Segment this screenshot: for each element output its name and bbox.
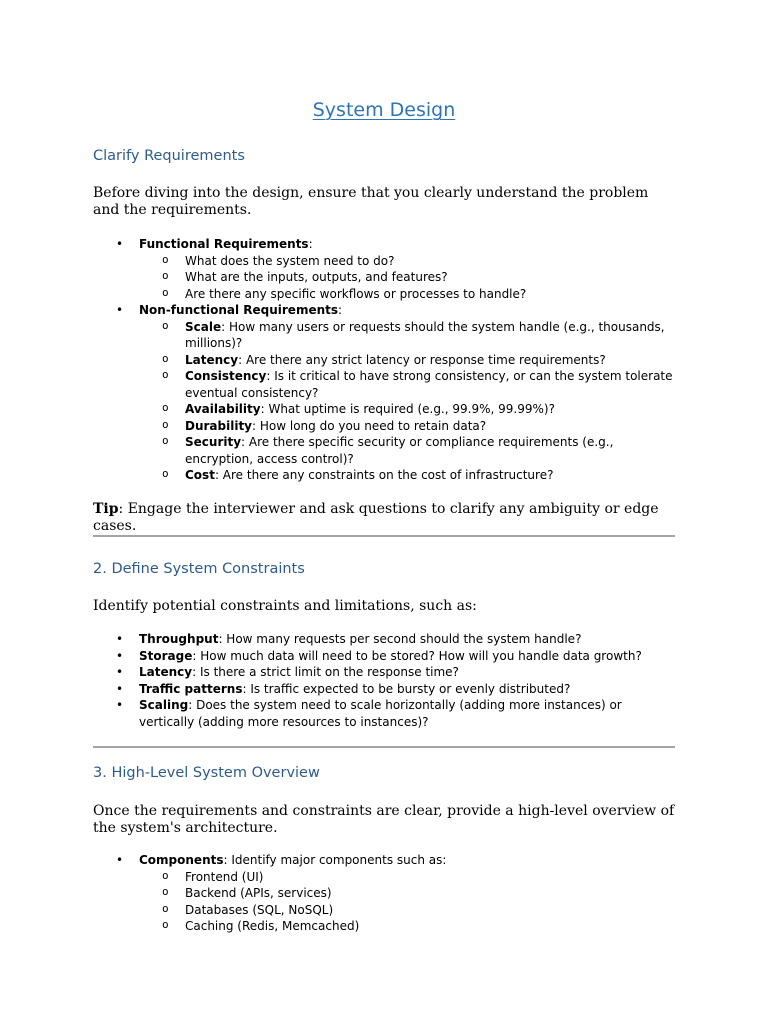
sub-list-item — [93, 253, 675, 270]
list-item — [93, 681, 675, 698]
section-intro-paragraph: Once the requirements and constraints are clear, provide a high-level overview of the system's architecture. — [93, 803, 675, 836]
section-heading-clarify-requirements: Clarify Requirements — [93, 148, 245, 164]
sub-list-item — [93, 352, 675, 369]
sub-list-item-label: Availability — [185, 402, 261, 416]
section-divider — [93, 535, 675, 537]
list-item-label: Scaling — [139, 698, 189, 712]
section-heading-define-constraints: 2. Define System Constraints — [93, 561, 305, 577]
sub-list-item-text: What does the system need to do? — [185, 253, 395, 268]
sub-list-item-text: Are there any specific workflows or processes to handle? — [185, 286, 527, 301]
list-item-label: Throughput — [139, 632, 219, 646]
list-item-label: Traffic patterns — [139, 681, 243, 696]
list-item-text: : Is traffic expected to be bursty or evenly distributed? — [242, 681, 571, 696]
requirements-list — [93, 236, 675, 484]
sub-list-item-label: Security — [185, 435, 242, 449]
list-item-text: : — [338, 303, 343, 317]
sub-list-item — [93, 918, 675, 935]
sub-list-item-text: Backend (APIs, services) — [185, 886, 332, 900]
section-heading-high-level-overview: 3. High-Level System Overview — [93, 765, 320, 781]
list-item-text: : Is there a strict limit on the response time? — [192, 665, 459, 679]
sub-list-item-text: : Is it critical to have strong consistency, or can the system tolerate eventual consistency? — [185, 369, 673, 400]
sub-list-item-text: : Are there any strict latency or response time requirements? — [238, 352, 606, 367]
sub-list-item-text: Databases (SQL, NoSQL) — [185, 902, 334, 917]
sub-list-item — [93, 319, 675, 352]
list-item — [93, 236, 675, 302]
sub-list-item — [93, 434, 675, 467]
sub-list-item — [93, 869, 675, 886]
list-item — [93, 697, 675, 730]
list-item-label: Non-functional Requirements — [139, 303, 339, 317]
list-item-label: Storage — [139, 648, 193, 663]
sub-list-item-text: Frontend (UI) — [185, 869, 264, 884]
list-item-text: : How many requests per second should the system handle? — [218, 632, 582, 646]
sub-list-item — [93, 286, 675, 303]
list-item — [93, 631, 675, 648]
sub-list-item — [93, 368, 675, 401]
list-item-text: : — [308, 237, 313, 251]
constraints-list — [93, 631, 675, 730]
page-title: System Design — [312, 99, 456, 121]
list-item — [93, 302, 675, 484]
sub-list-item-text: : What uptime is required (e.g., 99.9%, 99.99%)? — [260, 402, 555, 416]
sub-list-item-text: What are the inputs, outputs, and features? — [185, 270, 448, 284]
list-item — [93, 648, 675, 665]
sub-list-item-label: Consistency — [185, 369, 267, 383]
sub-list-item-text: : Are there any constraints on the cost of infrastructure? — [214, 468, 554, 482]
sub-list-item — [93, 418, 675, 435]
sub-list-item — [93, 467, 675, 484]
components-list — [93, 852, 675, 935]
sub-list-item-label: Cost — [185, 468, 215, 482]
tip-paragraph — [93, 501, 675, 535]
sub-list-item-label: Durability — [185, 418, 253, 433]
list-item-text: : How much data will need to be stored? How will you handle data growth? — [192, 648, 642, 663]
sub-list-item-text: : How long do you need to retain data? — [252, 418, 487, 433]
sub-list-item — [93, 885, 675, 902]
sub-list-item-text: Caching (Redis, Memcached) — [185, 919, 360, 933]
section-intro-paragraph: Identify potential constraints and limitations, such as: — [93, 598, 477, 614]
sub-list-item — [93, 269, 675, 286]
list-item-text: : Identify major components such as: — [223, 853, 447, 867]
list-item — [93, 852, 675, 935]
section-intro-paragraph: Before diving into the design, ensure that you clearly understand the problem and the requirements. — [93, 185, 649, 218]
sub-list-item-label: Latency — [185, 352, 239, 367]
list-item-label: Functional Requirements — [139, 237, 309, 251]
sub-list-item-text: : Are there specific security or compliance requirements (e.g., encryption, access control)? — [185, 435, 614, 466]
tip-text: : Engage the interviewer and ask questions to clarify any ambiguity or edge cases. — [93, 501, 659, 534]
sub-list-item-label: Scale — [185, 319, 222, 334]
tip-label: Tip — [93, 501, 119, 517]
list-item-label: Components — [139, 853, 224, 867]
list-item — [93, 664, 675, 681]
sub-list-item-text: : How many users or requests should the system handle (e.g., thousands, millions)? — [185, 319, 665, 350]
list-item-label: Latency — [139, 665, 193, 679]
list-item-text: : Does the system need to scale horizontally (adding more instances) or vertically (adding more resources to instances)? — [139, 698, 622, 729]
sub-list-item — [93, 902, 675, 919]
sub-list-item — [93, 401, 675, 418]
section-divider — [93, 746, 675, 748]
